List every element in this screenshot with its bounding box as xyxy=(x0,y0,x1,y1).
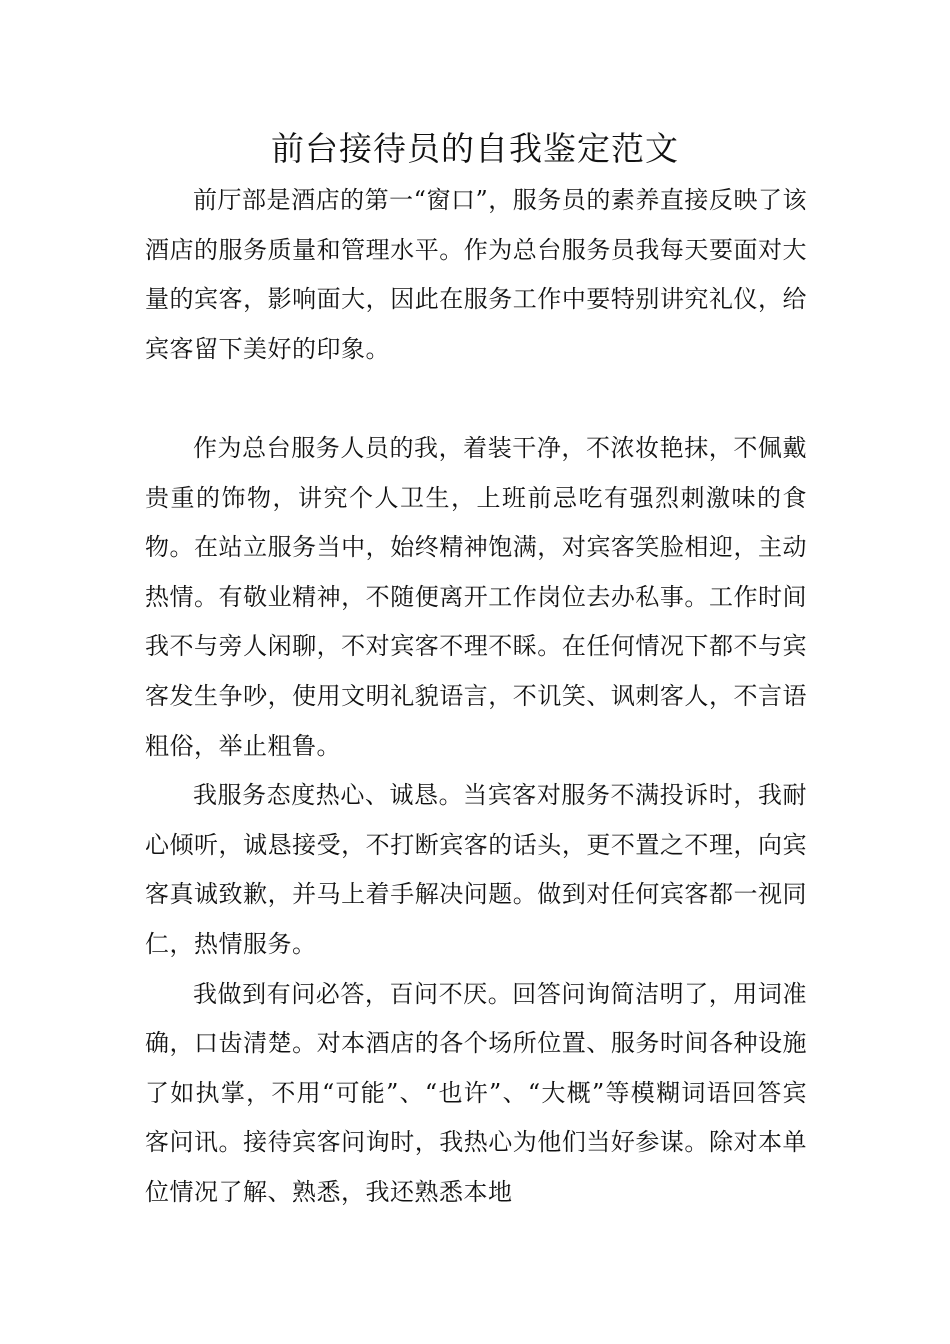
paragraph-2: 作为总台服务人员的我，着装干净，不浓妆艳抹，不佩戴贵重的饰物，讲究个人卫生，上班前忌吃有强烈刺激味的食物。在站立服务当中，始终精神饱满，对宾客笑脸相迎，主动热情。有敬业精神，不随便离开工作岗位去办私事。工作时间我不与旁人闲聊，不对宾客不理不睬。在任何情况下都不与宾客发生争吵，使用文明礼貌语言，不讥笑、讽刺客人，不言语粗俗，举止粗鲁。 xyxy=(145,433,807,760)
paragraph-spacer xyxy=(145,374,807,424)
document-title: 前台接待员的自我鉴定范文 xyxy=(271,129,679,168)
paragraph-1: 前厅部是酒店的第一“窗口”，服务员的素养直接反映了该酒店的服务质量和管理水平。作为总台服务员我每天要面对大量的宾客，影响面大，因此在服务工作中要特别讲究礼仪，给宾客留下美好的印象。 xyxy=(145,186,807,363)
paragraph-3: 我服务态度热心、诚恳。当宾客对服务不满投诉时，我耐心倾听，诚恳接受，不打断宾客的话头，更不置之不理，向宾客真诚致歉，并马上着手解决问题。做到对任何宾客都一视同仁，热情服务。 xyxy=(145,781,807,958)
paragraph-4: 我做到有问必答，百问不厌。回答问询简洁明了，用词准确，口齿清楚。对本酒店的各个场所位置、服务时间各种设施了如执掌，不用“可能”、“也许”、“大概”等模糊词语回答宾客问讯。接待宾客问询时，我热心为他们当好参谋。除对本单位情况了解、熟悉，我还熟悉本地 xyxy=(145,979,807,1206)
document-body xyxy=(145,176,807,1217)
